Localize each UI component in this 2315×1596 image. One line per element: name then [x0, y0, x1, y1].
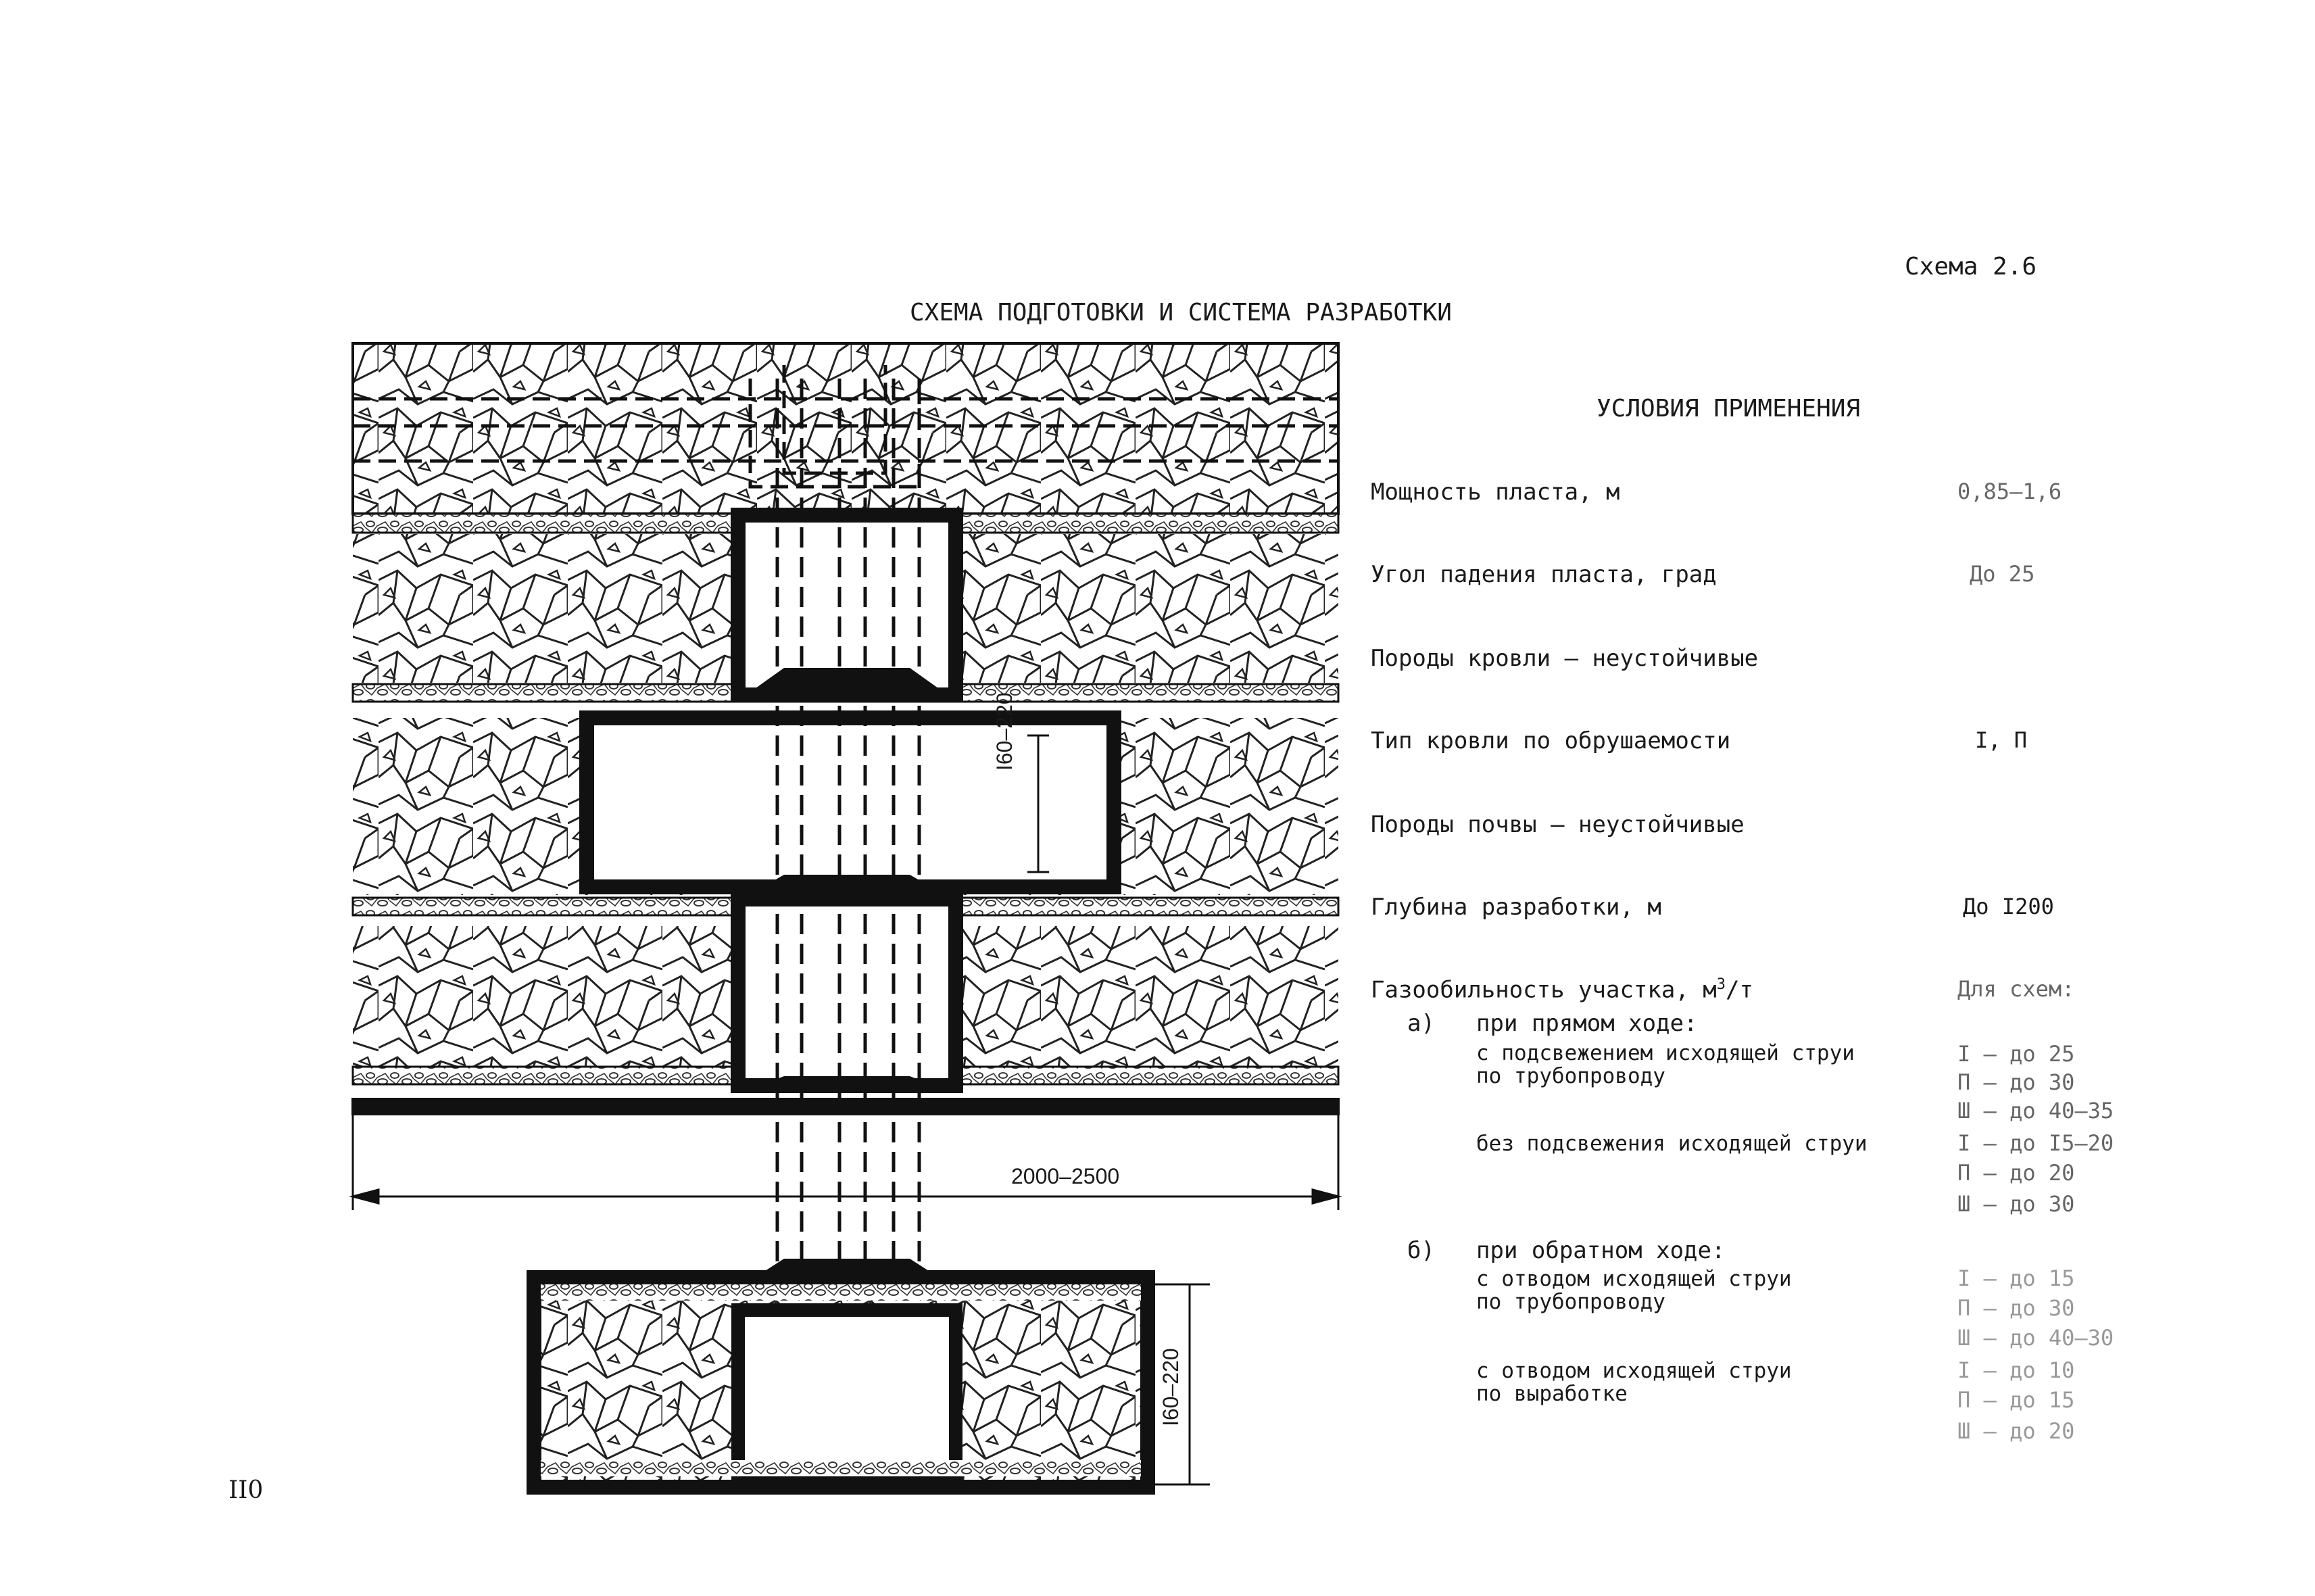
case-b1-line2: по трубопроводу: [1476, 1290, 1665, 1314]
dimension-height-upper: I60–220: [992, 692, 1017, 771]
case-b-label: при обратном ходе:: [1476, 1237, 1726, 1264]
floor-rocks-label: Породы почвы – неустойчивые: [1371, 811, 1745, 838]
roof-type-label: Тип кровли по обрушаемости: [1371, 727, 1731, 754]
depth-label: Глубина разработки, м: [1371, 894, 1661, 921]
case-b2-line2: по выработке: [1476, 1382, 1628, 1406]
case-a2-value-1: I – до I5–20: [1957, 1130, 2114, 1156]
gas-label: Газообильность участка, $м^3/т$: [1371, 976, 1753, 1004]
diagram-title: СХЕМА ПОДГОТОВКИ И СИСТЕМА РАЗРАБОТКИ: [910, 299, 1452, 327]
page-number: II0: [228, 1476, 264, 1504]
for-schemes-label: Для схем:: [1957, 976, 2075, 1002]
depth-value: До I200: [1963, 894, 2054, 919]
case-b2-value-3: Ш – до 20: [1957, 1418, 2075, 1444]
conditions-heading: УСЛОВИЯ ПРИМЕНЕНИЯ: [1597, 395, 1861, 422]
case-b1-value-1: I – до 15: [1957, 1265, 2075, 1291]
case-a1-value-2: П – до 30: [1957, 1069, 2075, 1095]
case-a1-line1: с подсвежением исходящей струи: [1476, 1041, 1855, 1065]
case-b2-value-1: I – до 10: [1957, 1357, 2075, 1383]
seam-thickness-label: Мощность пласта, м: [1371, 479, 1620, 506]
case-a1-line2: по трубопроводу: [1476, 1064, 1665, 1088]
case-a2-value-3: Ш – до 30: [1957, 1191, 2075, 1217]
dip-angle-value: До 25: [1970, 561, 2035, 587]
case-b2-line1: с отводом исходящей струи: [1476, 1359, 1792, 1383]
dimension-height-lower: I60–220: [1159, 1348, 1183, 1426]
case-b1-value-3: Ш – до 40–30: [1957, 1325, 2114, 1351]
dimension-width: 2000–2500: [1011, 1164, 1120, 1188]
lower-panel: [534, 1259, 1148, 1487]
case-a2-line1: без подсвежения исходящей струи: [1476, 1132, 1868, 1156]
roof-rocks-label: Породы кровли – неустойчивые: [1371, 645, 1759, 672]
roof-type-value: I, П: [1975, 727, 2028, 753]
scheme-label: Схема 2.6: [1905, 253, 2037, 281]
case-a1-value-3: Ш – до 40–35: [1957, 1098, 2114, 1123]
dip-angle-label: Угол падения пласта, град: [1371, 561, 1717, 588]
case-b1-value-2: П – до 30: [1957, 1295, 2075, 1321]
case-a1-value-1: I – до 25: [1957, 1041, 2075, 1067]
case-a2-value-2: П – до 20: [1957, 1160, 2075, 1186]
case-a-marker: а): [1407, 1010, 1435, 1037]
case-b-marker: б): [1407, 1237, 1435, 1264]
case-b1-line1: с отводом исходящей струи: [1476, 1267, 1792, 1291]
case-b2-value-2: П – до 15: [1957, 1387, 2075, 1413]
case-a-label: при прямом ходе:: [1476, 1010, 1698, 1037]
seam-thickness-value: 0,85–1,6: [1957, 479, 2062, 504]
